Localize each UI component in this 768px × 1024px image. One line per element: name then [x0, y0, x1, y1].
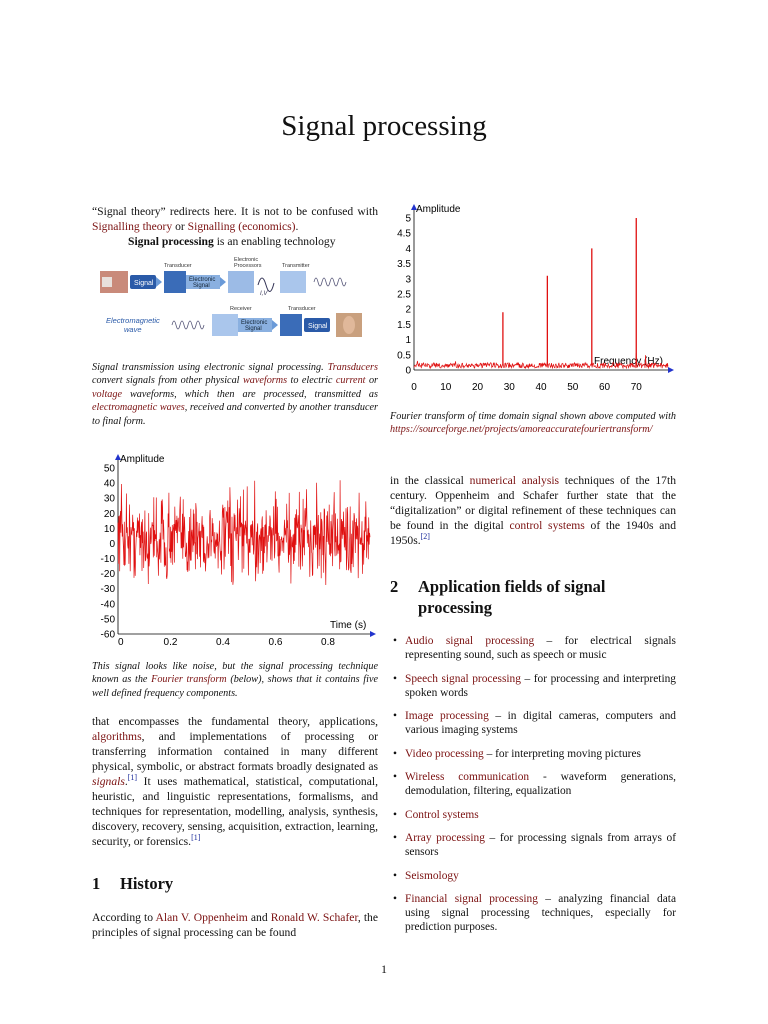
body-text: .	[124, 775, 128, 788]
wave-icon	[172, 321, 204, 329]
link-speech-signal-processing[interactable]: Speech signal processing	[405, 672, 521, 685]
y-tick-label: -30	[100, 584, 115, 596]
x-axis-label: Time (s)	[330, 620, 367, 631]
diagram-label-transducer-2: Transducer	[288, 306, 316, 312]
bullet-icon: •	[393, 747, 397, 760]
caption-text: Signal transmission using electronic signal processing.	[92, 362, 328, 373]
y-tick-label: 50	[103, 463, 115, 475]
list-item-text: – for processing signals from arrays of sensors	[405, 832, 676, 858]
y-tick-label: 3	[405, 274, 411, 286]
section-title: Application fields of signal processing	[418, 577, 606, 617]
bullet-icon: •	[393, 771, 397, 783]
bullet-icon: •	[393, 808, 397, 821]
receiver-box	[212, 314, 238, 336]
y-tick-label: 0	[109, 538, 115, 550]
x-tick-label: 0	[411, 382, 417, 393]
link-control-systems-item[interactable]: Control systems	[405, 808, 479, 821]
application-list	[390, 634, 676, 934]
ear-image	[343, 316, 355, 334]
bullet-icon: •	[393, 893, 397, 905]
body-text: and	[247, 911, 271, 924]
transducer-box	[280, 314, 302, 336]
list-item	[390, 634, 676, 662]
y-tick-label: 2.5	[397, 289, 411, 301]
frequency-domain-chart	[388, 198, 678, 402]
hatnote-text: “Signal theory” redirects here. It is not to be confused with	[92, 205, 378, 218]
list-item	[390, 869, 676, 883]
page-title: Signal processing	[281, 110, 487, 142]
y-tick-label: 1	[405, 335, 411, 347]
iv-label: I,V	[260, 291, 268, 297]
x-tick-label: 0.4	[216, 637, 230, 648]
section-heading-applications	[390, 576, 676, 618]
link-seismology[interactable]: Seismology	[405, 869, 459, 882]
caption-text: , received and converted by another transducer to final form.	[92, 402, 378, 427]
y-tick-label: 10	[103, 523, 115, 535]
y-tick-label: -20	[100, 569, 115, 581]
em-wave-label: wave	[124, 325, 142, 334]
bullet-icon: •	[393, 672, 397, 685]
list-item	[390, 770, 676, 798]
em-wave-label: Electromagnetic	[106, 316, 160, 325]
body-text: techniques of the 17th century. Oppenheim and Schafer further state that the “digitalization” or digital refinement of these techniques can be found in the digital	[390, 474, 676, 532]
caption-text: convert signals from other physical	[92, 375, 243, 387]
link-control-systems[interactable]: control systems	[509, 519, 585, 532]
y-tick-label: -50	[100, 614, 115, 626]
body-text: of the 1940s and 1950s.	[390, 519, 676, 547]
x-tick-label: 10	[440, 382, 452, 393]
hatnote-text: or	[172, 220, 188, 233]
diagram-label-processors: Electronic	[234, 257, 259, 263]
diagram-label-transducer: Transducer	[164, 263, 192, 269]
bullet-icon: •	[393, 710, 397, 722]
body-text: According to	[92, 911, 156, 924]
hatnote-text: .	[295, 220, 299, 233]
list-item	[390, 808, 676, 822]
x-tick-label: 50	[567, 382, 579, 393]
x-tick-label: 60	[598, 382, 611, 393]
body-paragraph	[92, 714, 378, 849]
list-item	[390, 747, 676, 761]
link-oppenheim[interactable]: Alan V. Oppenheim	[155, 911, 248, 924]
body-text: , and implementations of processing or transferring information contained in many different physical, symbolic, or abstract formats broadly designated as	[92, 730, 378, 773]
intro-text: is an enabling technology	[213, 235, 336, 248]
y-tick-label: 1.5	[397, 319, 411, 331]
y-axis-label: Amplitude	[120, 454, 165, 465]
fourier-caption-block	[390, 410, 676, 437]
body-paragraph	[390, 473, 676, 548]
y-tick-label: 2	[405, 304, 411, 316]
x-axis-arrow-icon	[668, 367, 674, 373]
electronic-signal-label: Electronic	[241, 320, 268, 326]
page-number: 1	[381, 962, 387, 976]
body-text: in the classical	[390, 474, 470, 487]
y-tick-label: 40	[103, 478, 115, 490]
list-item-text: – for interpreting moving pictures	[483, 747, 641, 760]
list-item-text: – analyzing financial data using signal processing techniques, especially for prediction purposes.	[405, 893, 676, 933]
arrow-icon	[156, 277, 162, 287]
time-chart-caption	[92, 660, 378, 700]
y-tick-label: 30	[103, 493, 115, 505]
y-tick-label: 0.5	[397, 350, 411, 362]
link-waveforms[interactable]: waveforms	[242, 375, 288, 387]
reference-link[interactable]: [2]	[420, 532, 430, 542]
link-financial-signal-processing[interactable]: Financial signal processing	[405, 893, 538, 905]
x-tick-label: 40	[535, 382, 547, 393]
signal-trace	[118, 480, 370, 585]
x-tick-label: 0.2	[163, 637, 178, 648]
caption-text: Fourier transform of time domain signal shown above computed with	[390, 411, 676, 422]
body-text: It uses mathematical, statistical, computational, heuristic, and linguistic representations, formalisms, and techniques for representation, modelling, analysis, synthesis, discovery, recovery, sensing, acquisition, extraction, learning, security, or forensics.	[92, 775, 378, 848]
list-item	[390, 831, 676, 859]
arrow-icon	[272, 320, 278, 330]
list-item-text: – in digital cameras, computers and various imaging systems	[405, 710, 676, 736]
left-column	[92, 204, 378, 428]
list-item	[390, 709, 676, 737]
caption-text: (below), shows that it contains five well defined frequency components.	[92, 674, 378, 699]
y-tick-label: 0	[405, 365, 411, 377]
x-tick-label: 70	[630, 382, 642, 393]
x-tick-label: 0.6	[268, 637, 283, 648]
signal-box-label: Signal	[308, 323, 328, 330]
y-tick-label: 4	[405, 243, 411, 255]
reference-link[interactable]: [1]	[191, 833, 201, 843]
x-tick-label: 20	[471, 382, 484, 393]
x-tick-label: 0	[118, 637, 124, 648]
signal-box-label: Signal	[134, 280, 154, 287]
list-item	[390, 672, 676, 700]
section-number: 2	[390, 577, 399, 596]
diagram-label-processors: Processors	[234, 263, 262, 269]
link-signalling-theory[interactable]: Signalling theory	[92, 220, 173, 233]
arrow-icon	[220, 277, 226, 287]
x-axis-arrow-icon	[370, 631, 376, 637]
list-item-text: - waveform generations, demodulation, filtering, equalization	[405, 771, 676, 797]
link-signalling-economics[interactable]: Signalling (economics)	[187, 220, 296, 233]
list-item	[390, 892, 676, 934]
y-tick-label: 20	[103, 508, 115, 520]
link-sourceforge[interactable]: https://sourceforge.net/projects/amoreaccuratefouriertransform/	[390, 424, 653, 436]
y-tick-label: -60	[100, 629, 115, 641]
intro-paragraph	[92, 234, 378, 249]
caption-text: to electric	[287, 375, 336, 387]
electronic-signal-label: Signal	[245, 326, 262, 332]
body-text: that encompasses the fundamental theory, applications,	[92, 715, 378, 728]
bullet-icon: •	[393, 635, 397, 647]
transmitter-box	[280, 271, 306, 293]
link-wireless-communication[interactable]: Wireless communication	[405, 771, 530, 783]
waveform-icon	[258, 278, 274, 292]
section-heading-history	[92, 873, 378, 894]
link-audio-signal-processing[interactable]: Audio signal processing	[405, 635, 535, 647]
link-voltage[interactable]: voltage	[92, 388, 122, 400]
y-tick-label: 5	[405, 213, 411, 225]
hatnote	[92, 204, 378, 234]
caption-text: waveforms, which then are processed, transmitted as	[122, 388, 378, 400]
link-current[interactable]: current	[335, 375, 366, 387]
link-numerical-analysis[interactable]: numerical analysis	[469, 474, 560, 487]
link-algorithms[interactable]: algorithms	[92, 730, 142, 743]
right-body-block	[390, 473, 676, 944]
mouth-image	[102, 277, 112, 287]
electronic-signal-label: Electronic	[189, 277, 216, 283]
time-domain-chart	[88, 448, 378, 648]
x-axis-label: Frequency (Hz)	[594, 356, 663, 367]
y-axis-label: Amplitude	[416, 204, 461, 215]
section-title: History	[120, 874, 174, 893]
link-electromagnetic-waves[interactable]: electromagnetic waves	[92, 402, 185, 414]
time-chart-caption-block	[92, 660, 378, 700]
link-array-processing[interactable]: Array processing	[405, 832, 485, 844]
link-schafer[interactable]: Ronald W. Schafer	[270, 911, 358, 924]
x-tick-label: 0.8	[321, 637, 335, 648]
list-item-text: – for electrical signals representing sound, such as speech or music	[405, 635, 676, 661]
link-fourier-transform[interactable]: Fourier transform	[151, 674, 227, 686]
diagram-caption	[92, 361, 378, 428]
x-tick-label: 30	[503, 382, 515, 393]
link-image-processing[interactable]: Image processing	[405, 710, 489, 722]
y-tick-label: 3.5	[397, 259, 411, 271]
list-item-text: – for processing and interpreting spoken words	[405, 672, 677, 699]
electronic-signal-label: Signal	[193, 283, 210, 289]
y-tick-label: -10	[100, 554, 115, 566]
bullet-icon: •	[393, 832, 397, 844]
intro-term: Signal processing	[128, 235, 214, 248]
diagram-label-transmitter: Transmitter	[282, 263, 310, 269]
wave-icon	[314, 278, 346, 286]
y-tick-label: -40	[100, 599, 115, 611]
caption-text: or	[365, 375, 378, 387]
y-tick-label: 4.5	[397, 228, 411, 240]
bullet-icon: •	[393, 869, 397, 882]
caption-text: This signal looks like noise, but the signal processing technique known as the	[92, 661, 378, 686]
diagram-label-receiver: Receiver	[230, 306, 252, 312]
link-transducers[interactable]: Transducers	[327, 362, 378, 373]
fourier-caption	[390, 410, 676, 437]
transducer-box	[164, 271, 186, 293]
signal-transmission-diagram	[92, 255, 378, 351]
processor-box	[228, 271, 254, 293]
link-signals[interactable]: signals	[92, 775, 125, 788]
link-video-processing[interactable]: Video processing	[405, 747, 484, 760]
left-body-block	[92, 714, 378, 940]
history-paragraph	[92, 910, 378, 940]
section-number: 1	[92, 874, 101, 893]
body-text: , the principles of signal processing can be found	[92, 911, 378, 939]
reference-link[interactable]: [1]	[127, 773, 138, 783]
